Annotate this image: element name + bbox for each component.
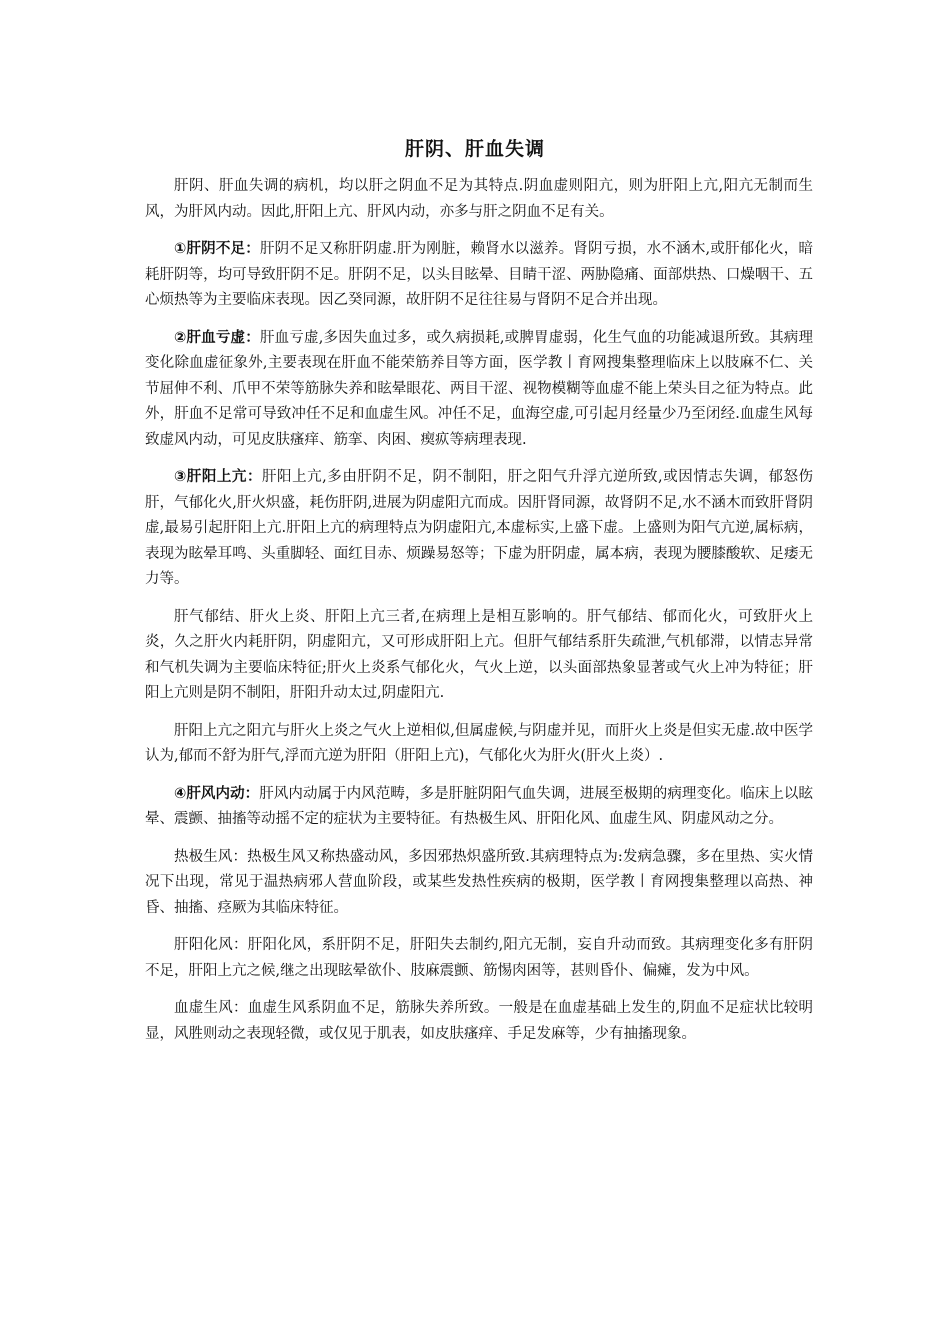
paragraph-text: 肝气郁结、肝火上炎、肝阳上亢三者,在病理上是相互影响的。肝气郁结、郁而化火，可致肝火上炎，久之肝火内耗肝阴，阴虚阳亢，又可形成肝阳上亢。但肝气郁结系肝失疏泄,气机郁滞，以情志异常和气机失调为主要临床特征;肝火上炎系气郁化火，气火上逆，以头面部热象显著或气火上冲为特征；肝阳上亢则是阴不制阳，肝阳升动太过,阴虚阳亢. — [145, 608, 813, 701]
section-heading: ③肝阳上亢： — [174, 469, 262, 485]
paragraph-yang-transform-wind — [145, 933, 813, 984]
paragraph-comparison — [145, 605, 813, 707]
section-heading: ①肝阴不足： — [174, 241, 260, 257]
paragraph-text: 肝阴不足又称肝阴虚.肝为刚脏，赖肾水以滋养。肾阴亏损，水不涵木,或肝郁化火，暗耗肝阴等，均可导致肝阴不足。肝阴不足，以头目眩晕、目睛干涩、两胁隐痛、面部烘热、口燥咽干、五心烦热等为主要临床表现。因乙癸同源，故肝阴不足往往易与肾阴不足合并出现。 — [145, 241, 813, 308]
paragraph-text: 肝风内动属于内风范畴，多是肝脏阴阳气血失调，进展至极期的病理变化。临床上以眩晕、震颤、抽搐等动摇不定的症状为主要特征。有热极生风、肝阳化风、血虚生风、阴虚风动之分。 — [145, 785, 814, 827]
paragraph-extreme-heat-wind — [145, 845, 813, 922]
paragraph-blood-deficiency-wind — [145, 996, 813, 1047]
paragraph-text: 肝阴、肝血失调的病机，均以肝之阴血不足为其特点.阴血虚则阳亢，则为肝阳上亢,阳亢无制而生风，为肝风内动。因此,肝阳上亢、肝风内动，亦多与肝之阴血不足有关。 — [145, 178, 813, 220]
paragraph-text: 肝血亏虚,多因失血过多，或久病损耗,或脾胃虚弱，化生气血的功能减退所致。其病理变化除血虚征象外,主要表现在肝血不能荣筋养目等方面，医学教丨育网搜集整理临床上以肢麻不仁、关节屈伸不利、爪甲不荣等筋脉失养和眩晕眼花、两目干涩、视物模糊等血虚不能上荣头目之征为特点。此外，肝血不足常可导致冲任不足和血虚生风。冲任不足，血海空虚,可引起月经量少乃至闭经.血虚生风每致虚风内动，可见皮肤瘙痒、筋挛、肉困、瘈疭等病理表现. — [145, 329, 813, 448]
paragraph-text: 血虚生风：血虚生风系阴血不足，筋脉失养所致。一般是在血虚基础上发生的,阴血不足症状比较明显，风胜则动之表现轻微，或仅见于肌表，如皮肤瘙痒、手足发麻等，少有抽搐现象。 — [145, 1000, 813, 1042]
paragraph-text: 肝阳上亢,多由肝阴不足，阴不制阳，肝之阳气升浮亢逆所致,或因情志失调，郁怒伤肝，气郁化火,肝火炽盛，耗伤肝阴,进展为阴虚阳亢而成。因肝肾同源，故肾阴不足,水不涵木而致肝肾阴虚,最易引起肝阳上亢.肝阳上亢的病理特点为阴虚阳亢,本虚标实,上盛下虚。上盛则为阳气亢逆,属标病，表现为眩晕耳鸣、头重脚轻、面红目赤、烦躁易怒等；下虚为肝阴虚，属本病，表现为腰膝酸软、足痿无力等。 — [145, 469, 814, 587]
paragraph-yang-vs-fire — [145, 719, 813, 770]
paragraph-intro — [145, 174, 813, 225]
page-title: 肝阴、肝血失调 — [404, 138, 545, 160]
paragraph-text: 肝阳化风：肝阳化风，系肝阴不足，肝阳失去制约,阳亢无制，妄自升动而致。其病理变化多有肝阴不足，肝阳上亢之候,继之出现眩晕欲仆、肢麻震颤、筋惕肉困等，甚则昏仆、偏瘫，发为中风。 — [145, 937, 813, 979]
section-heading: ④肝风内动： — [174, 785, 260, 802]
paragraph-liver-wind — [145, 782, 813, 833]
paragraph-liver-yang-hyperactivity — [145, 465, 813, 593]
paragraph-text: 肝阳上亢之阳亢与肝火上炎之气火上逆相似,但属虚候,与阴虚并见，而肝火上炎是但实无虚.故中医学认为,郁而不舒为肝气,浮而亢逆为肝阳（肝阳上亢)，气郁化火为肝火(肝火上炎）. — [145, 722, 813, 764]
paragraph-liver-yin-deficiency — [145, 237, 813, 314]
paragraph-text: 热极生风：热极生风又称热盛动风，多因邪热炽盛所致.其病理特点为:发病急骤，多在里热、实火情况下出现，常见于温热病邪人营血阶段，或某些发热性疾病的极期，医学教丨育网搜集整理以高热、神昏、抽搐、痉厥为其临床特征。 — [145, 848, 813, 916]
paragraph-liver-blood-deficiency — [145, 326, 813, 454]
article-body — [145, 174, 813, 1059]
section-heading: ②肝血亏虚： — [174, 329, 260, 346]
